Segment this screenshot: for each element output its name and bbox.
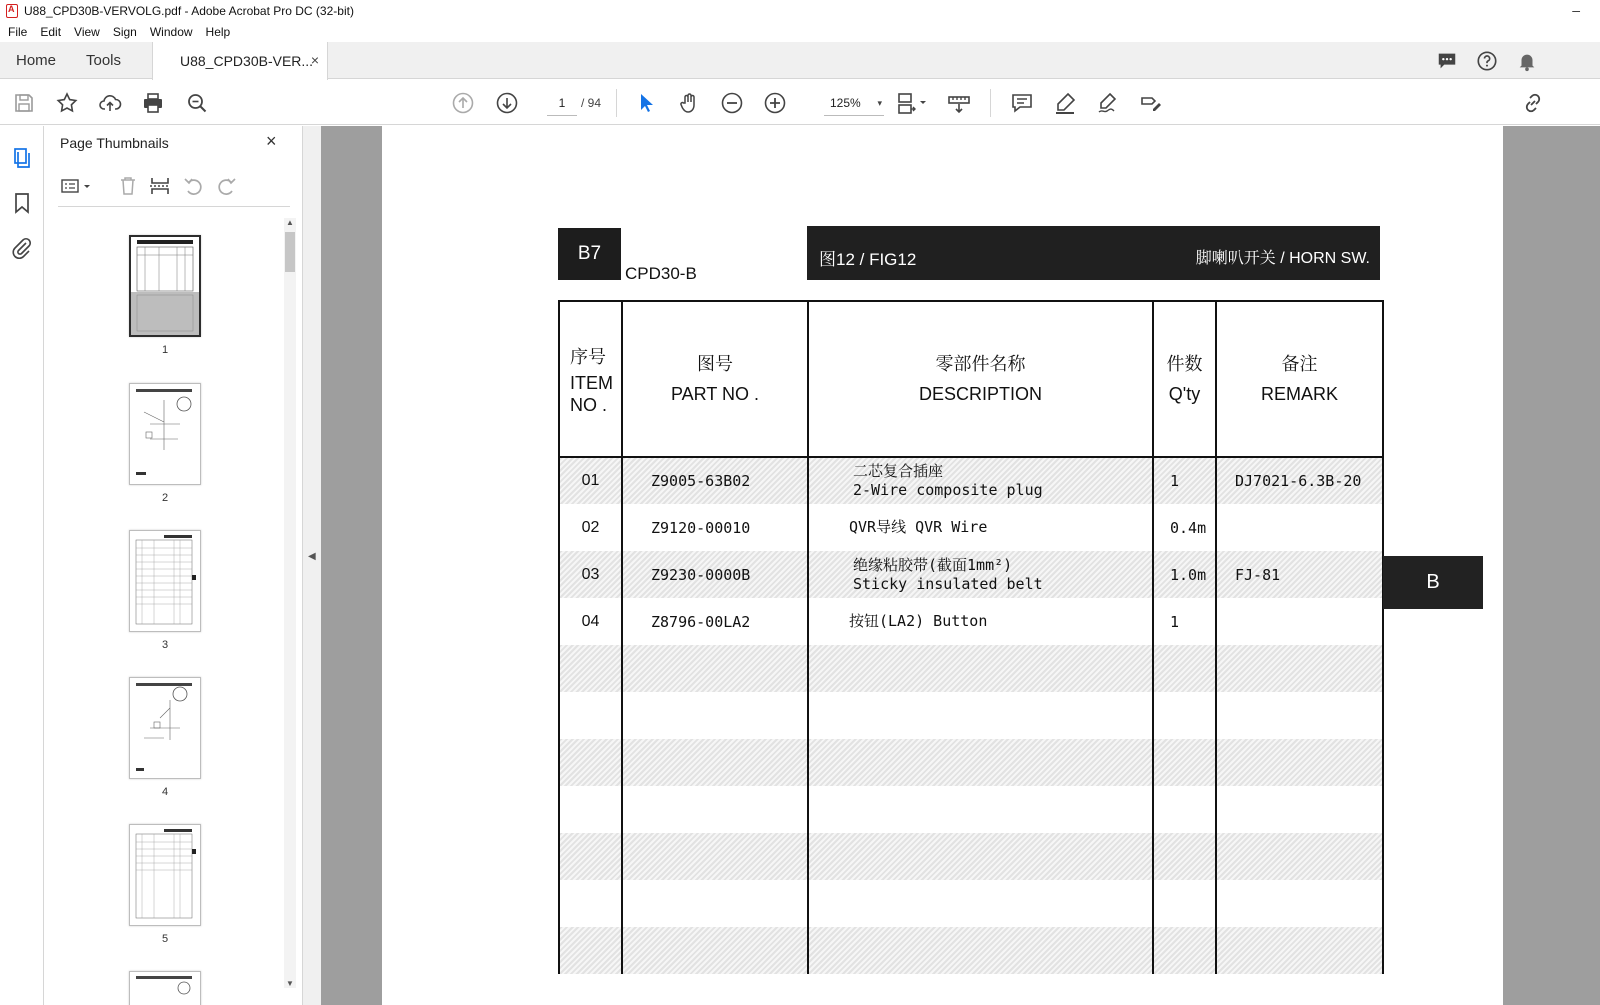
comment-bubble-icon[interactable] <box>1436 50 1458 72</box>
menu-bar <box>0 22 1600 42</box>
menu-view[interactable]: View <box>74 25 100 39</box>
close-tab-icon[interactable]: × <box>310 52 319 68</box>
fill-sign-icon[interactable] <box>1138 90 1164 116</box>
cell-qty: 0.4m <box>1153 504 1216 551</box>
table-header-row <box>559 301 1383 457</box>
page-thumbnail-5[interactable] <box>129 824 201 926</box>
document-viewer[interactable] <box>321 126 1600 1005</box>
menu-sign[interactable]: Sign <box>112 25 137 39</box>
save-icon[interactable] <box>11 90 37 116</box>
page-thumbnail-label: 1 <box>161 344 169 356</box>
cell-item: 02 <box>559 504 622 551</box>
page-thumbnail-3[interactable] <box>129 530 201 632</box>
scroll-down-icon[interactable]: ▼ <box>286 979 294 988</box>
section-side-tab: B <box>1383 556 1483 609</box>
table-row-empty <box>559 645 1383 692</box>
title-bar <box>0 0 1600 22</box>
zoom-out-icon[interactable] <box>719 90 745 116</box>
page-thumbnail-label: 3 <box>161 639 169 651</box>
hand-tool-icon[interactable] <box>676 90 702 116</box>
table-row-empty <box>559 927 1383 974</box>
header-item: 序号 ITEM NO . <box>559 301 622 457</box>
tab-document-label: U88_CPD30B-VER... <box>180 53 314 69</box>
delete-trash-icon[interactable] <box>116 174 140 198</box>
page-thumbnail-4[interactable] <box>129 677 201 779</box>
cell-item: 04 <box>559 598 622 645</box>
cell-remark <box>1216 598 1383 645</box>
upload-cloud-icon[interactable] <box>97 90 123 116</box>
zoom-level-value: 125% <box>830 96 861 110</box>
tab-document[interactable] <box>152 42 328 80</box>
header-description: 零部件名称 DESCRIPTION <box>808 301 1153 457</box>
header-remark: 备注 REMARK <box>1216 301 1383 457</box>
page-thumbnail-preview <box>130 678 198 776</box>
cell-item: 01 <box>559 457 622 504</box>
cell-qty: 1 <box>1153 598 1216 645</box>
bookmarks-icon[interactable] <box>10 191 34 215</box>
figure-banner <box>807 226 1380 280</box>
panel-collapse-handle[interactable] <box>302 126 321 1005</box>
next-page-icon[interactable] <box>494 90 520 116</box>
figure-number: 图12 / FIG12 <box>819 250 917 269</box>
window-title: U88_CPD30B-VERVOLG.pdf - Adobe Acrobat Pro DC (32-bit) <box>24 4 354 18</box>
bookmark-star-icon[interactable] <box>54 90 80 116</box>
table-row-empty <box>559 786 1383 833</box>
cell-part-no: Z9120-00010 <box>622 504 808 551</box>
cell-part-no: Z8796-00LA2 <box>622 598 808 645</box>
cell-remark <box>1216 504 1383 551</box>
cell-description: 二芯复合插座 2-Wire composite plug <box>808 457 1153 504</box>
redo-rotate-icon[interactable] <box>214 174 238 198</box>
cell-description: 按钮(LA2) Button <box>808 598 1153 645</box>
previous-page-icon[interactable] <box>450 90 476 116</box>
page-total: / 94 <box>581 96 602 110</box>
cell-part-no: Z9005-63B02 <box>622 457 808 504</box>
select-cursor-icon[interactable] <box>633 90 659 116</box>
zoom-in-icon[interactable] <box>762 90 788 116</box>
pdf-page <box>382 126 1503 1005</box>
menu-help[interactable]: Help <box>205 25 231 39</box>
cell-description: 绝缘粘胶带(截面1mm²) Sticky insulated belt <box>808 551 1153 598</box>
parts-table <box>558 300 1384 974</box>
cell-description: QVR导线 QVR Wire <box>808 504 1153 551</box>
panel-title: Page Thumbnails <box>60 135 169 151</box>
cell-part-no: Z9230-0000B <box>622 551 808 598</box>
cell-item: 03 <box>559 551 622 598</box>
page-thumbnail-preview <box>130 384 198 482</box>
zoom-level-select[interactable] <box>824 90 884 116</box>
page-thumbnail-6[interactable] <box>129 971 201 1005</box>
page-thumbnail-preview <box>131 237 199 335</box>
cell-remark: FJ-81 <box>1216 551 1383 598</box>
page-thumbnails-icon[interactable] <box>10 146 34 170</box>
page-thumbnail-1[interactable] <box>129 235 201 337</box>
options-menu-icon[interactable] <box>60 174 94 198</box>
cell-qty: 1.0m <box>1153 551 1216 598</box>
draw-sign-icon[interactable] <box>1095 90 1121 116</box>
close-panel-icon[interactable]: × <box>266 131 277 151</box>
page-thumbnail-preview <box>130 825 198 923</box>
toolbar-divider <box>616 89 617 117</box>
table-row <box>559 598 1383 645</box>
share-link-icon[interactable] <box>1520 90 1546 116</box>
table-row <box>559 504 1383 551</box>
table-row-empty <box>559 833 1383 880</box>
navigation-rail <box>0 126 44 1005</box>
page-thumbnail-label: 2 <box>161 492 169 504</box>
zoom-search-icon[interactable] <box>184 90 210 116</box>
thumbnail-tools <box>58 171 290 207</box>
attachments-icon[interactable] <box>10 236 34 260</box>
measure-tool-icon[interactable] <box>946 90 972 116</box>
acrobat-app-icon <box>6 4 18 18</box>
cell-remark: DJ7021-6.3B-20 <box>1216 457 1383 504</box>
collapse-left-icon: ◀ <box>308 551 316 562</box>
menu-file[interactable]: File <box>8 25 28 39</box>
menu-window[interactable]: Window <box>149 25 193 39</box>
scroll-up-icon[interactable]: ▲ <box>286 218 294 227</box>
page-number-input[interactable]: 1 <box>547 90 577 116</box>
tab-tools[interactable]: Tools <box>86 52 122 69</box>
chevron-down-icon: ▾ <box>877 98 882 108</box>
table-row-empty <box>559 880 1383 927</box>
tab-home[interactable]: Home <box>16 52 57 69</box>
tab-bar <box>0 42 1600 79</box>
page-thumbnail-preview <box>130 531 198 629</box>
page-thumbnail-label: 5 <box>161 933 169 945</box>
page-thumbnail-preview <box>130 972 198 1005</box>
help-icon[interactable] <box>1476 50 1498 72</box>
highlight-pen-icon[interactable] <box>1052 90 1078 116</box>
thumbnails-panel <box>44 126 302 1005</box>
thumbnail-scrollbar[interactable] <box>284 218 296 988</box>
insert-pages-icon[interactable] <box>148 174 172 198</box>
page-thumbnail-label: 4 <box>161 786 169 798</box>
cell-qty: 1 <box>1153 457 1216 504</box>
notification-bell-icon[interactable] <box>1516 50 1538 72</box>
table-row <box>559 457 1383 504</box>
menu-edit[interactable]: Edit <box>40 25 62 39</box>
add-comment-icon[interactable] <box>1009 90 1035 116</box>
print-icon[interactable] <box>140 90 166 116</box>
table-row <box>559 551 1383 598</box>
model-label: CPD30-B <box>625 264 697 283</box>
undo-rotate-icon[interactable] <box>182 174 206 198</box>
table-row-empty <box>559 739 1383 786</box>
scrollbar-thumb[interactable] <box>285 232 295 272</box>
main-toolbar <box>0 80 1600 125</box>
minimize-button[interactable]: – <box>1572 2 1580 18</box>
toolbar-divider <box>990 89 991 117</box>
figure-title: 脚喇叭开关 / HORN SW. <box>1195 250 1370 267</box>
page-display-icon[interactable] <box>894 90 930 116</box>
header-qty: 件数 Q'ty <box>1153 301 1216 457</box>
page-thumbnail-2[interactable] <box>129 383 201 485</box>
section-label: B7 <box>558 228 621 280</box>
thumbnail-list <box>44 214 284 1005</box>
table-row-empty <box>559 692 1383 739</box>
header-part-no: 图号 PART NO . <box>622 301 808 457</box>
